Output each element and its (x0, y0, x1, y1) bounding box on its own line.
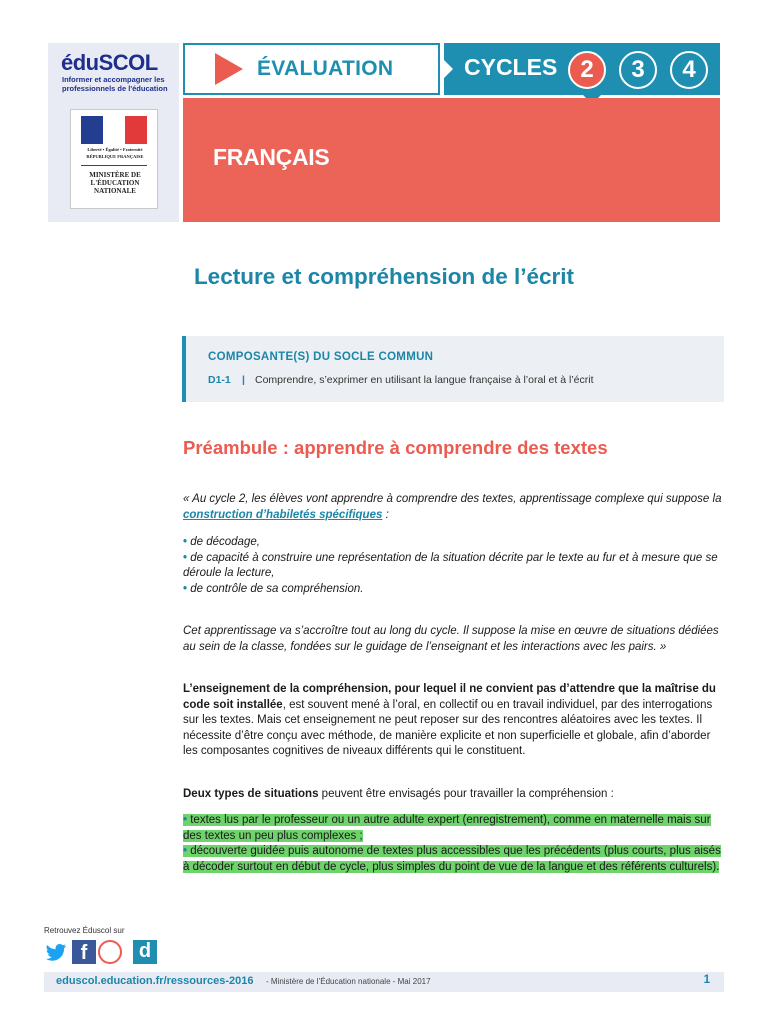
ministry-divider (81, 165, 147, 166)
quote-intro: « Au cycle 2, les élèves vont apprendre à comprendre des textes, apprentissage complexe qui suppose la construction d’habiletés spécifiques : (183, 493, 722, 521)
cycles-notch (444, 60, 453, 78)
list-item: • de décodage, (183, 536, 260, 548)
page-number: 1 (703, 974, 710, 986)
construction-link[interactable]: construction d’habiletés spécifiques (183, 508, 383, 521)
cycle-2-badge: 2 (568, 51, 606, 89)
evaluation-banner (183, 43, 440, 95)
dailymotion-icon[interactable]: d (133, 940, 157, 964)
list-item: • de capacité à construire une représentation de la situation décrite par le texte au fur et à mesure que se déroule la lecture, (183, 551, 718, 579)
cycle-4-badge: 4 (670, 51, 708, 89)
play-triangle-icon (215, 53, 243, 85)
paragraph-comprehension: L’enseignement de la compréhension, pour lequel il ne convient pas d’attendre que la maîtrise du code soit installée, est souvent mené à l’oral, en collectif ou en travail individuel, par des interrogations sur les textes. Mais cet enseignement ne peut reposer sur des rencontres aléatoires avec les textes. Il nécessite d’être conçu avec méthode, de manière explicite et non superficielle et globale, afin d’aborder les composantes cognitives de niveaux différents qui le constituent. (183, 683, 716, 757)
footer-url-link[interactable]: eduscol.education.fr/ressources-2016 (56, 975, 254, 987)
list-item: • textes lus par le professeur ou un autre adulte expert (enregistrement), comme en maternelle mais sur des textes un peu plus complexes ; (183, 814, 711, 842)
facebook-icon[interactable]: f (72, 940, 96, 964)
eduscol-logo[interactable] (48, 43, 179, 222)
page-footer (44, 972, 724, 992)
socle-heading: COMPOSANTE(S) DU SOCLE COMMUN (208, 351, 434, 363)
list-item: • de contrôle de sa compréhension. (183, 582, 364, 595)
marianne-flag-icon (81, 116, 147, 144)
evaluation-label: ÉVALUATION (257, 57, 394, 80)
twitter-icon[interactable] (44, 940, 68, 964)
eduscol-wordmark: éduSCOL (61, 50, 158, 75)
document-title: Lecture et compréhension de l’écrit (193, 264, 575, 289)
paragraph-situations: Deux types de situations peuvent être envisagés pour travailler la compréhension : (183, 788, 614, 800)
cycle-3-badge: 3 (619, 51, 657, 89)
quote-bullet-list (183, 535, 723, 597)
situations-list (183, 813, 723, 875)
list-item: • découverte guidée puis autonome de textes plus accessibles que les précédents (plus courts, plus aisés à décoder surtout en début de cycle, plus simples du point de vue de la langue et des référents culturels). (183, 845, 721, 873)
socle-separator: | (242, 374, 245, 386)
cycles-label: CYCLES (464, 54, 558, 80)
socle-box (182, 336, 724, 402)
footer-credit: - Ministère de l’Éducation nationale - Mai 2017 (266, 977, 431, 986)
eduscol-tagline: Informer et accompagner les professionnels de l'éducation (62, 75, 168, 93)
subject-band (183, 98, 720, 222)
ministry-logo (70, 109, 158, 209)
republic-motto: Liberté • Égalité • Fraternité (87, 147, 143, 152)
quote-end: Cet apprentissage va s’accroître tout au long du cycle. Il suppose la mise en œuvre de situations dédiées au sein de la classe, fondées sur le guidage de l’enseignant et les interactions avec les pairs. » (183, 625, 719, 653)
socle-code: D1-1 (208, 374, 231, 386)
canope-icon[interactable] (98, 940, 122, 964)
ministry-name: MINISTÈRE DE L'ÉDUCATION NATIONALE (89, 171, 141, 195)
cycles-banner (444, 43, 720, 95)
socle-text: Comprendre, s’exprimer en utilisant la langue française à l’oral et à l’écrit (255, 374, 594, 386)
republic-name: RÉPUBLIQUE FRANÇAISE (86, 154, 144, 159)
follow-label: Retrouvez Éduscol sur (44, 926, 125, 935)
section-title: Préambule : apprendre à comprendre des textes (183, 437, 608, 458)
subject-title: FRANÇAIS (213, 144, 330, 170)
